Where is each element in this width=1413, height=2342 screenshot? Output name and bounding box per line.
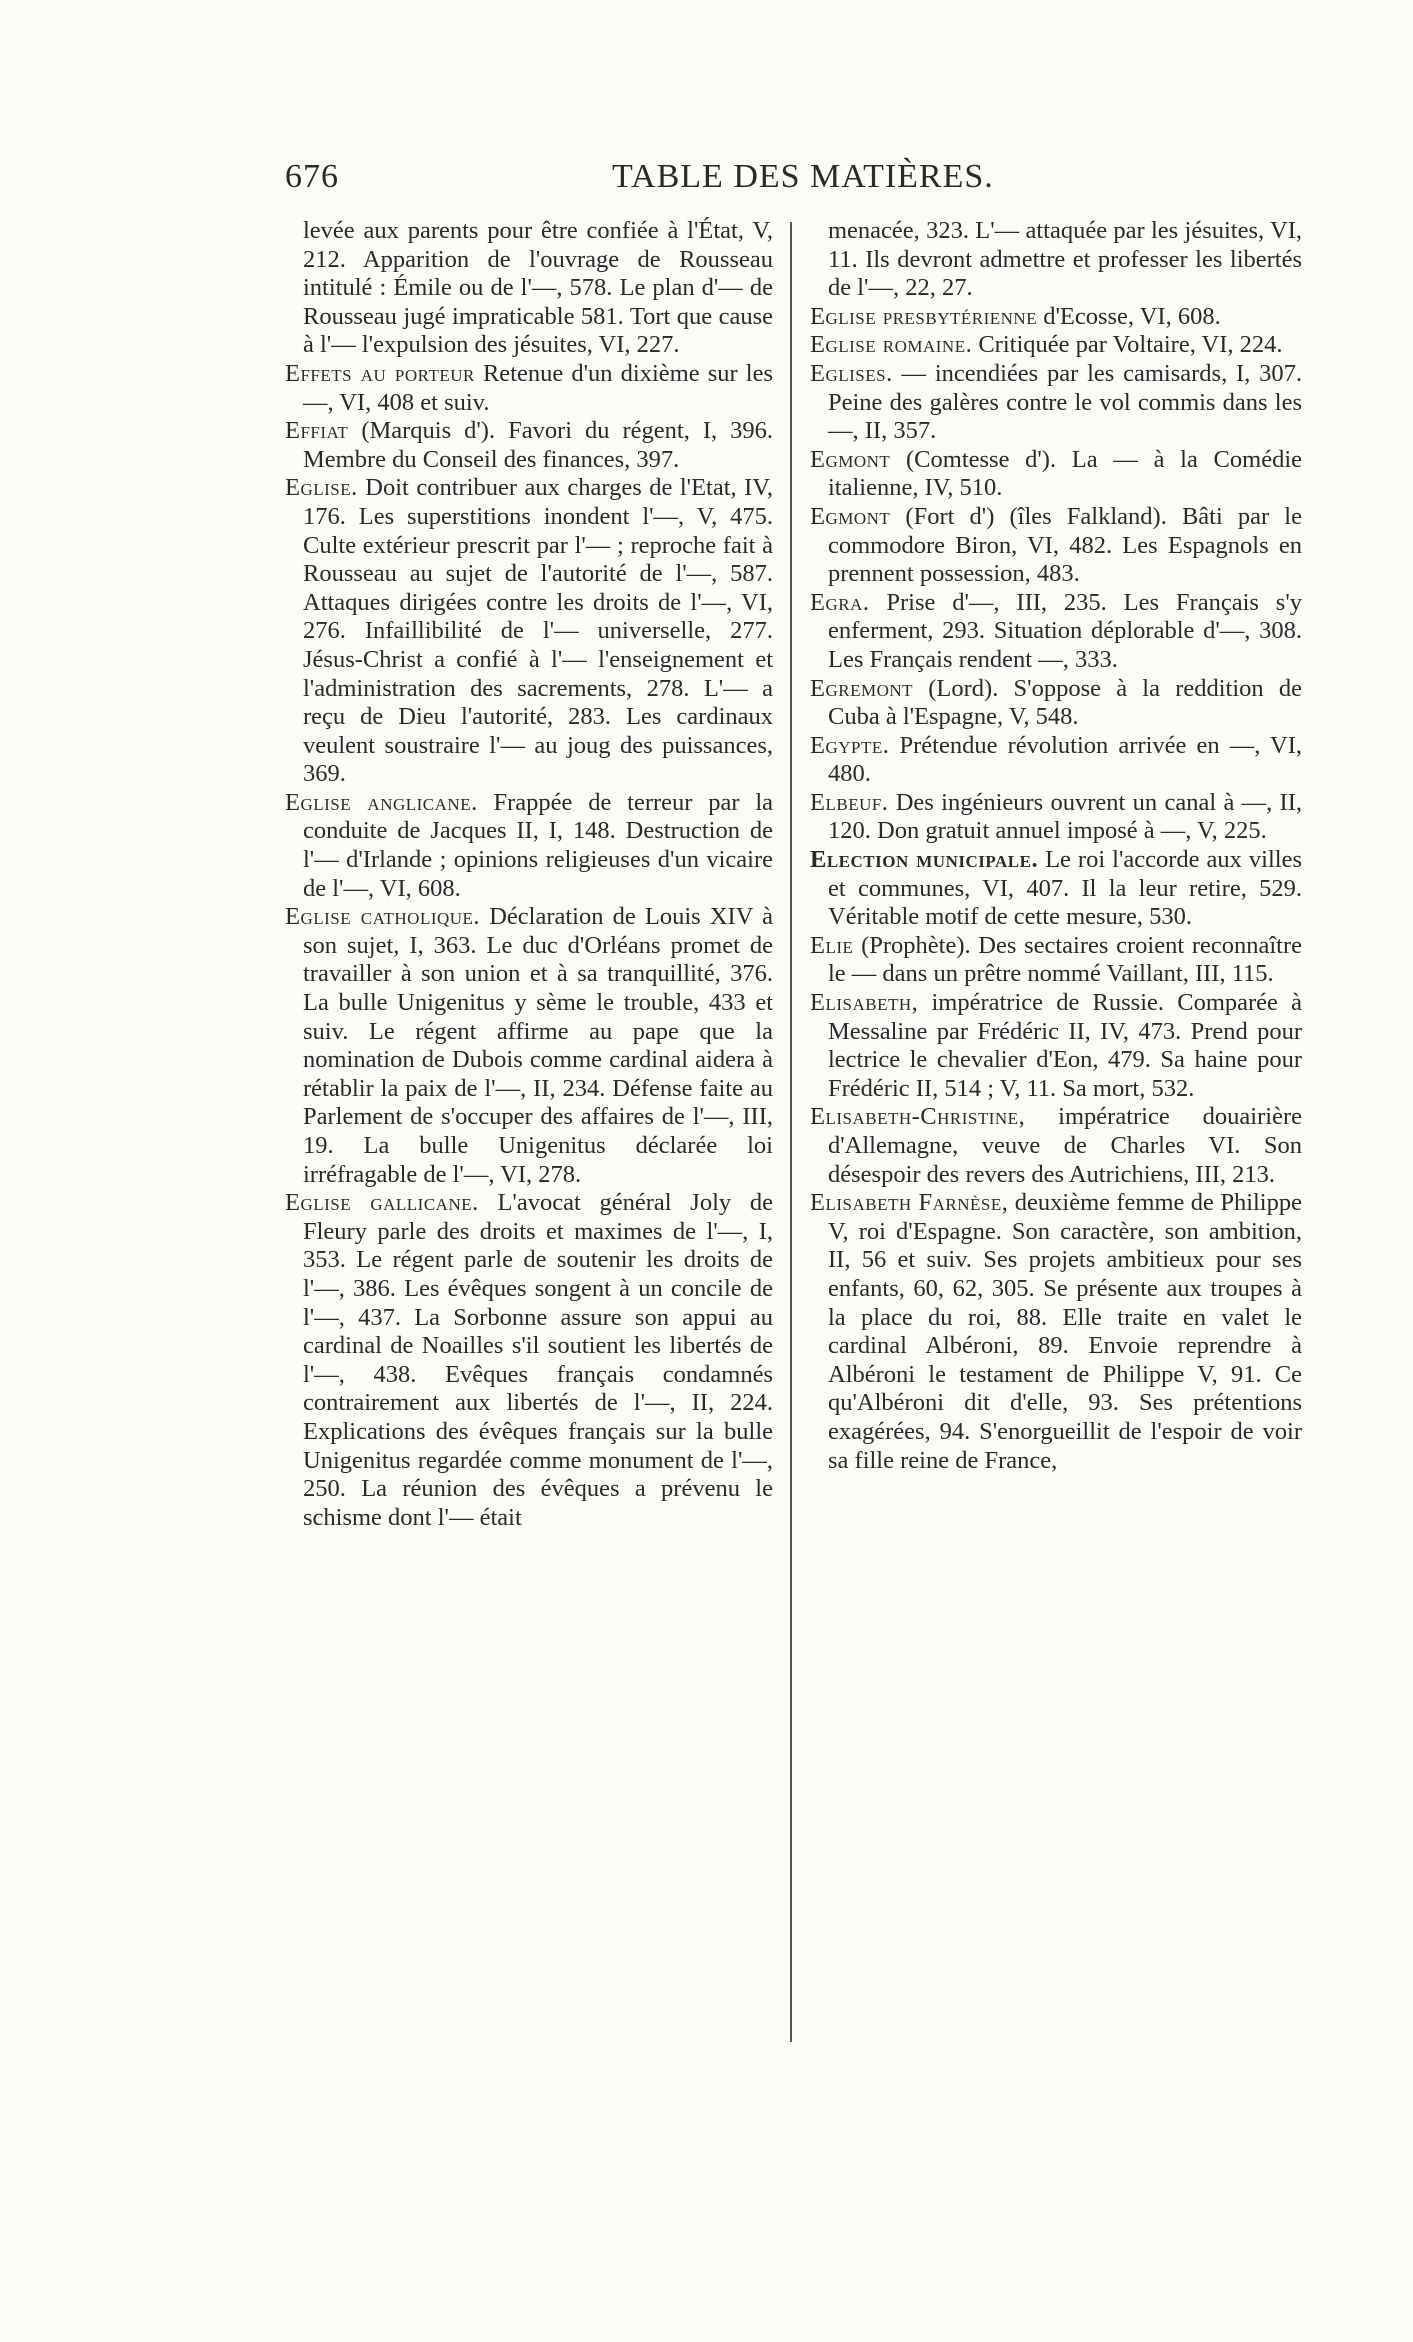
entry-keyword: Effiat (285, 417, 349, 445)
entry-keyword: Egra. (810, 588, 870, 616)
page-title: TABLE DES MATIÈRES. (612, 158, 994, 195)
entry-keyword: Egypte. (810, 731, 890, 759)
entry-text: impératrice douairière d'Allemagne, veuve de Charles VI. Son désespoir des revers des Autrichiens, III, 213. (828, 1103, 1302, 1188)
index-entry (810, 360, 1302, 446)
entry-keyword: Election municipale. (810, 846, 1039, 874)
entry-text: Le roi l'accorde aux villes et communes, VI, 407. Il la leur retire, 529. Véritable motif de cette mesure, 530. (828, 846, 1303, 931)
index-entry (285, 789, 773, 903)
index-entry (285, 217, 773, 360)
index-entry (285, 360, 773, 417)
column-divider (790, 222, 792, 2042)
index-entry (810, 675, 1302, 732)
entry-keyword: Elisabeth-Christine, (810, 1103, 1026, 1131)
entry-keyword: Elisabeth, (810, 989, 919, 1017)
entry-keyword: Eglises. (810, 359, 893, 387)
entry-text: Prise d'—, III, 235. Les Français s'y enferment, 293. Situation déplorable d'—, 308. Les Français rendent —, 333. (828, 588, 1302, 673)
entry-text: Déclaration de Louis XIV à son sujet, I, 363. Le duc d'Orléans promet de travailler à son union et à sa tranquillité, 376. La bulle Unigenitus y sème le trouble, 433 et suiv. Le régent affirme au pape que la nomination de Dubois comme cardinal aidera à rétablir la paix de l'—, II, 234. Défense faite au Parlement de s'occuper des affaires de l'—, III, 19. La bulle Unigenitus déclarée loi irréfragable de l'—, VI, 278. (303, 903, 773, 1188)
entry-keyword: Elisabeth Farnèse, (810, 1189, 1009, 1217)
entry-text: d'Ecosse, VI, 608. (1037, 302, 1221, 330)
index-entry (810, 932, 1302, 989)
entry-keyword: Effets au porteur (285, 359, 475, 387)
index-entry (285, 1189, 773, 1532)
entry-text: levée aux parents pour être confiée à l'État, V, 212. Apparition de l'ouvrage de Rousseau intitulé : Émile ou de l'—, 578. Le plan d'— de Rousseau jugé impraticable 581. Tort que cause à l'— l'expulsion des jésuites, VI, 227. (303, 217, 773, 359)
entry-keyword: Eglise catholique. (285, 903, 481, 931)
entry-text: (Fort d') (îles Falkland). Bâti par le commodore Biron, VI, 482. Les Espagnols en prennent possession, 483. (828, 502, 1302, 588)
entry-keyword: Eglise romaine. (810, 331, 973, 359)
entry-keyword: Eglise. (285, 474, 358, 502)
index-entry (810, 846, 1302, 932)
entry-text: menacée, 323. L'— attaquée par les jésuites, VI, 11. Ils devront admettre et professer les libertés de l'—, 22, 27. (828, 217, 1302, 302)
index-entry (285, 903, 773, 1189)
index-entry (810, 331, 1302, 360)
entry-text: — incendiées par les camisards, I, 307. Peine des galères contre le vol commis dans les —, II, 357. (828, 359, 1302, 445)
entry-text: Des ingénieurs ouvrent un canal à —, II, 120. Don gratuit annuel imposé à —, V, 225. (828, 788, 1302, 845)
entry-keyword: Eglise gallicane. (285, 1189, 479, 1217)
left-column (285, 217, 773, 1532)
entry-text: deuxième femme de Philippe V, roi d'Espagne. Son caractère, son ambition, II, 56 et suiv. Ses projets ambitieux pour ses enfants, 60, 62, 305. Se présente aux troupes à la place du roi, 88. Elle traite en valet le cardinal Albéroni, 89. Envoie reprendre à Albéroni le testament de Philippe V, 91. Ce qu'Albéroni dit d'elle, 93. Ses prétentions exagérées, 94. S'enorgueillit de l'espoir de voir sa fille reine de France, (828, 1189, 1302, 1474)
index-entry (810, 217, 1302, 303)
entry-keyword: Eglise presbytérienne (810, 302, 1038, 330)
index-entry (810, 503, 1302, 589)
index-entry (810, 1189, 1302, 1475)
index-entry (810, 446, 1302, 503)
index-entry (810, 732, 1302, 789)
entry-text: (Prophète). Des sectaires croient reconnaître le — dans un prêtre nommé Vaillant, III, 115. (828, 931, 1302, 988)
index-entry (285, 474, 773, 789)
entry-text: Retenue d'un dixième sur les —, VI, 408 et suiv. (303, 359, 773, 416)
index-entry (810, 1103, 1302, 1189)
entry-text: Prétendue révolution arrivée en —, VI, 480. (828, 731, 1302, 788)
entry-text: (Marquis d'). Favori du régent, I, 396. Membre du Conseil des finances, 397. (303, 417, 773, 473)
index-entry (810, 989, 1302, 1103)
entry-text: Doit contribuer aux charges de l'Etat, IV, 176. Les superstitions inondent l'—, V, 475. Culte extérieur prescrit par l'— ; reproche fait à Rousseau au sujet de l'autorité de l'—, 587. Attaques dirigées contre les droits de l'—, VI, 276. Infaillibilité de l'— universelle, 277. Jésus-Christ a confié à l'— l'enseignement et l'administration des sacrements, 278. L'— a reçu de Dieu l'autorité, 283. Les cardinaux veulent soustraire l'— au joug des puissances, 369. (303, 474, 773, 788)
page-number: 676 (285, 158, 339, 195)
entry-keyword: Elbeuf. (810, 788, 889, 816)
entry-text: (Comtesse d'). La — à la Comédie italienne, IV, 510. (828, 445, 1302, 502)
entry-text: (Lord). S'oppose à la reddition de Cuba à l'Espagne, V, 548. (828, 674, 1302, 731)
entry-text: Critiquée par Voltaire, VI, 224. (972, 331, 1283, 359)
right-column (810, 217, 1302, 1475)
entry-text: Frappée de terreur par la conduite de Jacques II, I, 148. Destruction de l'— d'Irlande ; opinions religieuses d'un vicaire de l'—, VI, 608. (303, 788, 774, 902)
entry-text: impératrice de Russie. Comparée à Messaline par Frédéric II, IV, 473. Prend pour lectrice le chevalier d'Eon, 479. Sa haine pour Frédéric II, 514 ; V, 11. Sa mort, 532. (828, 989, 1302, 1102)
index-entry (810, 789, 1302, 846)
entry-keyword: Elie (810, 931, 854, 959)
index-entry (810, 303, 1302, 332)
entry-text: L'avocat général Joly de Fleury parle des droits et maximes de l'—, I, 353. Le régent parle de soutenir les droits de l'—, 386. Les évêques songent à un concile de l'—, 437. La Sorbonne assure son appui au cardinal de Noailles s'il soutient les libertés de l'—, 438. Evêques français condamnés contrairement aux libertés de l'—, II, 224. Explications des évêques français sur la bulle Unigenitus regardée comme monument de l'—, 250. La réunion des évêques a prévenu le schisme dont l'— était (303, 1189, 773, 1531)
entry-keyword: Eglise anglicane. (285, 788, 478, 816)
index-entry (285, 417, 773, 474)
entry-keyword: Egremont (810, 674, 914, 702)
index-entry (810, 589, 1302, 675)
entry-keyword: Egmont (810, 445, 891, 473)
entry-keyword: Egmont (810, 502, 891, 530)
